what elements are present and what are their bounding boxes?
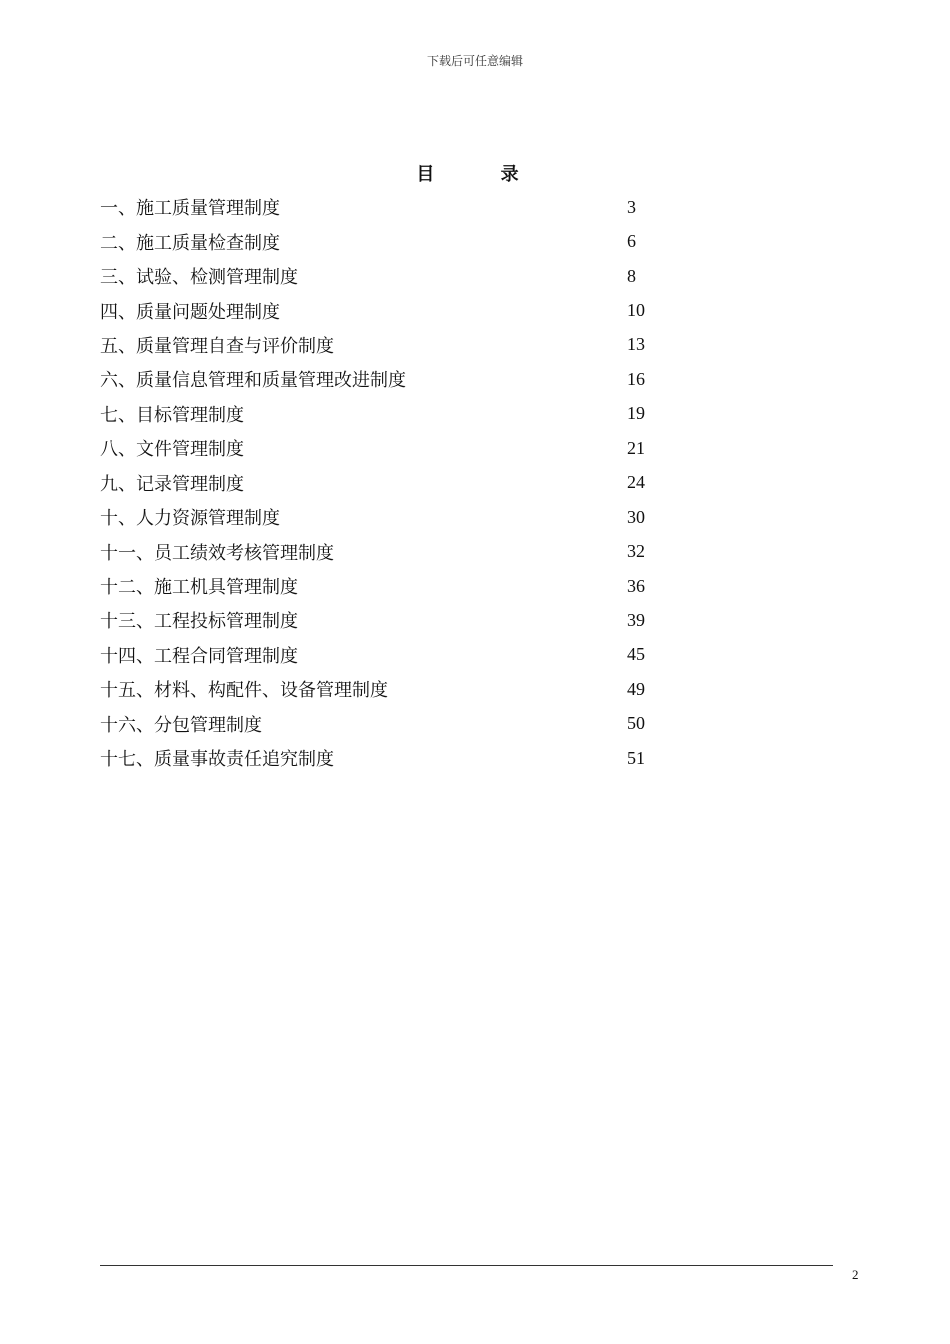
toc-entry[interactable] [100, 397, 660, 431]
toc-entry[interactable] [100, 431, 660, 465]
toc-entry-label: 十二、施工机具管理制度 [100, 577, 298, 599]
toc-entry-label: 十一、员工绩效考核管理制度 [100, 542, 334, 564]
toc-entry-page: 30 [627, 506, 645, 527]
toc-entry-label: 十六、分包管理制度 [100, 714, 262, 736]
toc-entry-label: 十四、工程合同管理制度 [100, 645, 298, 667]
toc-entry-page: 32 [627, 541, 645, 562]
toc-entry[interactable] [100, 707, 660, 741]
toc-entry-page: 3 [627, 196, 636, 217]
toc-title: 目 录 [416, 164, 549, 185]
footer-rule [100, 1265, 833, 1266]
toc-entry-label: 十、人力资源管理制度 [100, 508, 280, 530]
toc-entry[interactable] [100, 466, 660, 500]
toc-entry-page: 13 [627, 334, 645, 355]
toc-entry-label: 一、施工质量管理制度 [100, 198, 280, 220]
toc-entry[interactable] [100, 741, 660, 775]
toc-entry-page: 24 [627, 472, 645, 493]
toc-entry-label: 九、记录管理制度 [100, 473, 244, 495]
toc-entry[interactable] [100, 500, 660, 534]
toc-entry-page: 6 [627, 231, 636, 252]
toc-entry-page: 8 [627, 265, 636, 286]
toc-entry-label: 六、质量信息管理和质量管理改进制度 [100, 370, 406, 392]
toc-entry-label: 十七、质量事故责任追究制度 [100, 749, 334, 771]
toc-list [100, 190, 660, 775]
toc-entry-label: 四、质量问题处理制度 [100, 301, 280, 323]
toc-entry[interactable] [100, 190, 660, 224]
toc-entry[interactable] [100, 328, 660, 362]
toc-entry[interactable] [100, 362, 660, 396]
toc-entry[interactable] [100, 638, 660, 672]
toc-entry[interactable] [100, 534, 660, 568]
toc-entry[interactable] [100, 259, 660, 293]
toc-entry-page: 36 [627, 575, 645, 596]
toc-entry-page: 19 [627, 403, 645, 424]
toc-entry-page: 10 [627, 300, 645, 321]
toc-entry-page: 16 [627, 368, 645, 389]
toc-entry-page: 45 [627, 644, 645, 665]
toc-entry-label: 五、质量管理自查与评价制度 [100, 335, 334, 357]
toc-entry-page: 50 [627, 713, 645, 734]
toc-entry-page: 39 [627, 609, 645, 630]
toc-entry-label: 三、试验、检测管理制度 [100, 267, 298, 289]
toc-entry[interactable] [100, 672, 660, 706]
toc-entry-label: 七、目标管理制度 [100, 404, 244, 426]
toc-entry[interactable] [100, 603, 660, 637]
toc-entry[interactable] [100, 569, 660, 603]
toc-entry-label: 十五、材料、构配件、设备管理制度 [100, 680, 388, 702]
toc-entry-page: 21 [627, 437, 645, 458]
toc-entry-page: 51 [627, 747, 645, 768]
toc-entry[interactable] [100, 293, 660, 327]
toc-entry-label: 八、文件管理制度 [100, 439, 244, 461]
page-number: 2 [852, 1267, 859, 1282]
toc-entry[interactable] [100, 224, 660, 258]
toc-entry-page: 49 [627, 678, 645, 699]
toc-entry-label: 二、施工质量检查制度 [100, 232, 280, 254]
toc-entry-label: 十三、工程投标管理制度 [100, 611, 298, 633]
header-note: 下载后可任意编辑 [426, 54, 523, 68]
